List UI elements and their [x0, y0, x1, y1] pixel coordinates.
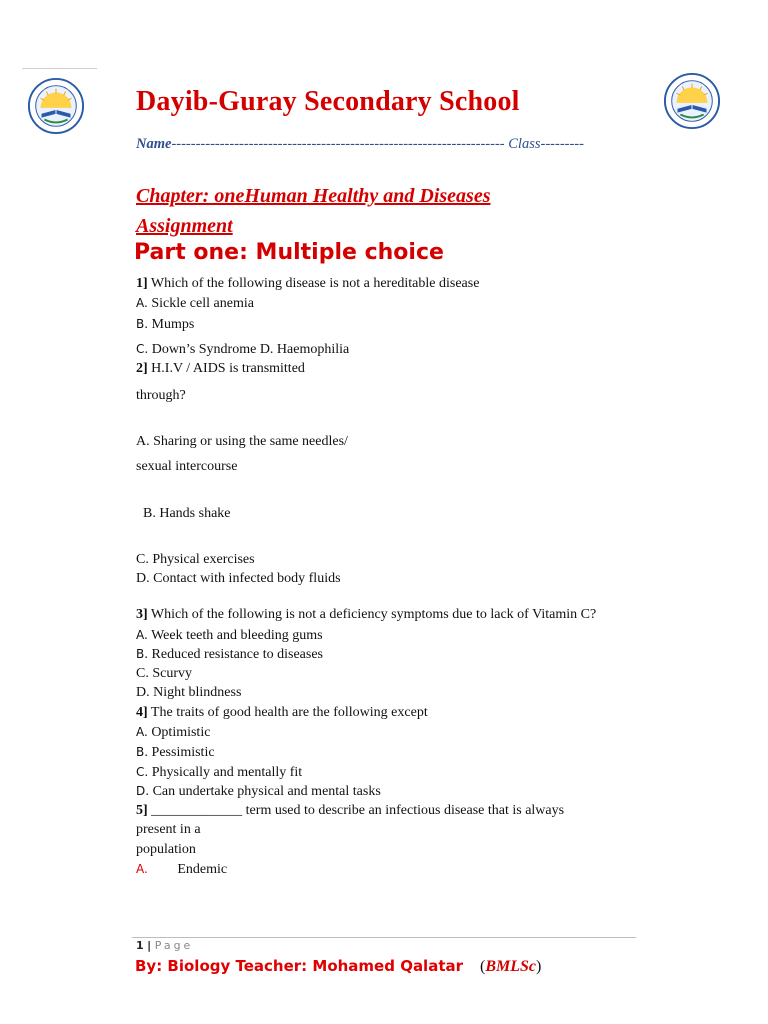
question-text: Which of the following disease is not a hereditable disease [150, 276, 480, 291]
option-text: Physical exercises [152, 552, 255, 567]
q4-option-a [136, 723, 210, 742]
option-letter: A. [136, 628, 148, 642]
question-number: 4] [136, 705, 148, 720]
question-text: _____________ term used to describe an infectious disease that is always [151, 803, 565, 818]
option-letter: A. [136, 725, 148, 739]
assignment-label: Assignment [136, 215, 233, 237]
question-5-continued-2: population [136, 842, 196, 857]
degree-close-paren: ) [536, 958, 542, 975]
question-text: H.I.V / AIDS is transmitted [151, 361, 305, 376]
q4-option-c [136, 763, 302, 782]
q3-option-c [136, 665, 192, 683]
name-class-line [136, 136, 696, 153]
question-number: 5] [136, 803, 148, 818]
option-letter: D. [136, 784, 150, 798]
school-title: Dayib-Guray Secondary School [136, 86, 520, 117]
option-text: Down’s Syndrome D. Haemophilia [151, 342, 350, 357]
option-text: Reduced resistance to diseases [151, 647, 323, 662]
option-letter: D. [136, 571, 150, 586]
option-letter: D. [136, 685, 150, 700]
option-letter: C. [136, 552, 149, 567]
option-text: Can undertake physical and mental tasks [152, 784, 381, 799]
option-text: Endemic [177, 862, 228, 877]
top-divider [22, 68, 97, 69]
degree-open-paren: ( [480, 958, 486, 975]
q1-option-a [136, 294, 254, 313]
class-label: Class [508, 136, 541, 152]
question-text: The traits of good health are the following except [150, 705, 428, 720]
q1-option-b [136, 315, 194, 334]
option-text: Week teeth and bleeding gums [151, 628, 323, 643]
option-letter: B. [136, 745, 149, 759]
page-separator: | [147, 939, 152, 952]
question-number: 2] [136, 361, 148, 376]
option-letter: A. [136, 296, 148, 310]
author-degree [480, 958, 541, 976]
school-logo-left [27, 77, 85, 135]
q3-option-b [136, 645, 323, 664]
question-2-continued: through? [136, 388, 186, 403]
question-3 [136, 606, 596, 624]
q2-option-b [143, 505, 231, 523]
school-logo-right [663, 72, 721, 130]
option-letter: C. [136, 765, 149, 779]
option-text: Sharing or using the same needles/ [153, 434, 348, 449]
option-letter: C. [136, 666, 149, 681]
q2-option-c [136, 551, 255, 569]
degree-text: BMLSc [485, 958, 536, 975]
option-letter: B. [143, 506, 156, 521]
q4-option-b [136, 743, 215, 762]
page-word: Page [154, 939, 194, 952]
name-label: Name [136, 136, 172, 152]
option-text: Pessimistic [151, 745, 215, 760]
q2-option-a [136, 433, 348, 451]
q2-option-d [136, 570, 341, 588]
option-text: Physically and mentally fit [151, 765, 303, 780]
option-text: Sickle cell anemia [151, 296, 254, 311]
question-2 [136, 360, 305, 378]
part-title: Part one: Multiple choice [134, 240, 444, 265]
school-emblem-icon [27, 77, 85, 135]
option-text: Scurvy [152, 666, 193, 681]
q5-option-a [136, 860, 227, 879]
question-text: Which of the following is not a deficiency symptoms due to lack of Vitamin C? [150, 607, 597, 622]
page-number-value: 1 [136, 939, 144, 952]
option-letter: A. [136, 862, 148, 876]
option-letter: B. [136, 317, 149, 331]
q3-option-d [136, 684, 241, 702]
option-text: Mumps [151, 317, 195, 332]
q4-option-d [136, 782, 381, 801]
q1-option-c [136, 340, 349, 359]
option-text: Hands shake [159, 506, 231, 521]
option-text: Contact with infected body fluids [153, 571, 341, 586]
q2-option-a-continued: sexual intercourse [136, 459, 238, 474]
name-blank: --------------------------------------------------------------------- [171, 136, 505, 152]
question-4 [136, 704, 428, 722]
question-1 [136, 275, 479, 293]
school-emblem-icon [663, 72, 721, 130]
footer-divider [132, 937, 636, 938]
class-blank: --------- [540, 136, 584, 152]
option-letter: B. [136, 647, 149, 661]
page-number [136, 939, 193, 952]
question-number: 1] [136, 276, 148, 291]
option-text: Night blindness [153, 685, 242, 700]
q3-option-a [136, 626, 323, 645]
author-line: By: Biology Teacher: Mohamed Qalatar [135, 957, 464, 975]
option-text: Optimistic [151, 725, 211, 740]
question-5 [136, 802, 564, 820]
option-letter: A. [136, 434, 150, 449]
chapter-title: Chapter: oneHuman Healthy and Diseases [136, 185, 491, 207]
question-5-continued: present in a [136, 822, 201, 837]
question-number: 3] [136, 607, 148, 622]
option-letter: C. [136, 342, 149, 356]
